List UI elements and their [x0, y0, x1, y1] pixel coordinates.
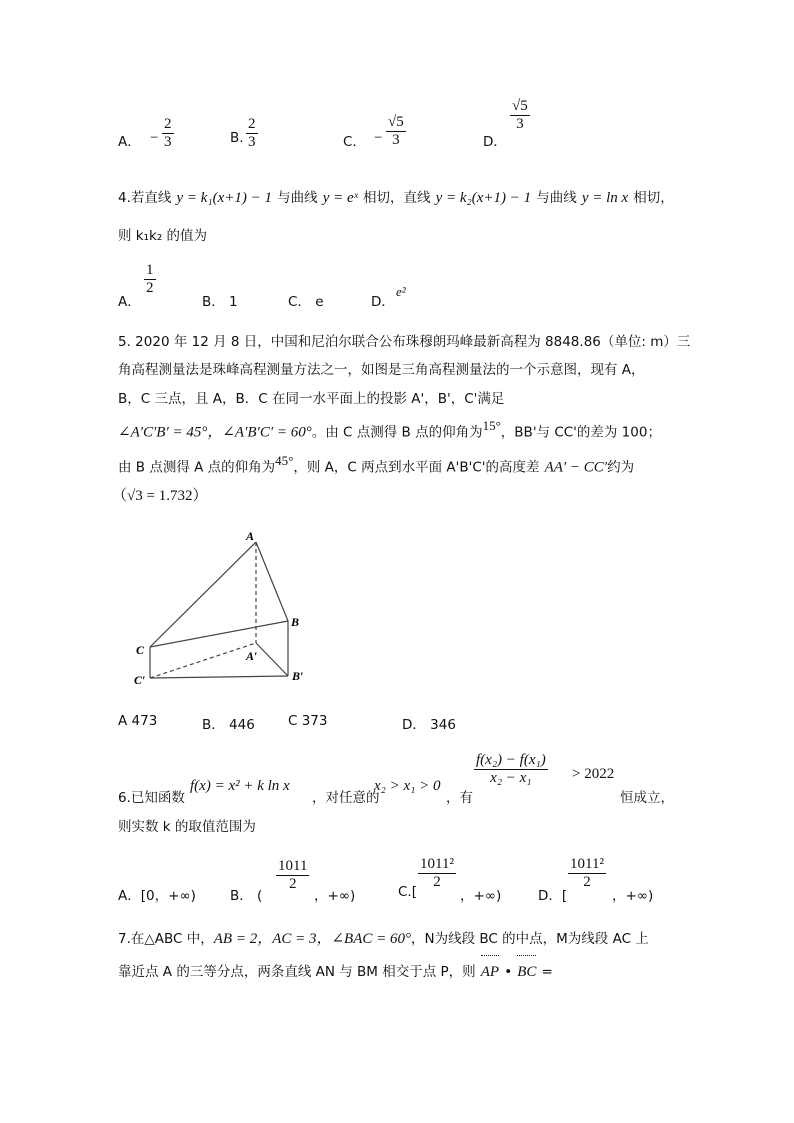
q5-text5: 约为 [607, 459, 635, 476]
q3-option-a-label: A． [118, 134, 141, 150]
q6-suffix: 恒成立， [620, 790, 674, 806]
q5-option-b: B． 446 [202, 717, 255, 733]
q4-curve1: y = eˣ [322, 190, 358, 206]
q3-option-c-fraction: $\frac{√5}{3}$ [388, 114, 404, 148]
q6-option-b-label: B． ( [230, 888, 263, 904]
q3-option-d-fraction: $\frac{√5}{3}$ [512, 98, 528, 132]
q5-deg45: 45° [275, 453, 294, 468]
q4-stem-line1 [118, 186, 674, 207]
q6-option-b-end: ，+∞) [314, 888, 356, 904]
q4-options [118, 262, 518, 308]
q5-line5 [118, 453, 634, 476]
q4-prefix: 4.若直线 [118, 190, 172, 206]
q6-option-d-fraction: $\frac{\text{1011²}}{2}$ [570, 856, 604, 890]
q7-vector-ap [481, 964, 499, 981]
q5-line2: 角高程测量法是珠峰高程测量方法之一，如图是三角高程测量法的一个示意图，现有 A， [118, 362, 645, 378]
q5-angle-condition: ∠A′C′B′ = 45°，∠A′B′C′ = 60° [118, 424, 312, 441]
q5-option-d: D． 346 [402, 717, 456, 733]
q4-mid2: 相切，直线 [362, 190, 431, 206]
vector-arrow-icon [481, 955, 499, 960]
q7-equals: = [541, 964, 553, 980]
q4-mid3: 与曲线 [536, 190, 577, 206]
q4-stem-line2: 则 k₁k₂ 的值为 [118, 228, 208, 244]
q7-vector-bc [517, 964, 536, 981]
q7-rest: ，N为线段 BC 的中点，M为线段 AC 上 [411, 931, 649, 947]
q3-option-c-label: C． [343, 134, 366, 150]
q5-figure [128, 528, 318, 688]
q3-option-c-minus: − [374, 130, 383, 146]
q6-mid: ，对任意的 [312, 790, 380, 806]
q5-line4 [118, 418, 661, 441]
edge-A-B [256, 542, 288, 621]
q7-prefix: 7.在△ABC 中， [118, 931, 214, 947]
q4-line1-equation: y = k₁(x+1) − 1 [176, 190, 273, 206]
edge-C-B [150, 621, 288, 647]
edge-C1-B1 [150, 676, 288, 678]
q5-height-diff: AA′ − CC′ [544, 459, 608, 476]
q6-condition: x₂ > x₁ > 0 [374, 778, 441, 794]
q5-text1: 。由 C 点测得 B 点的仰角为 [311, 424, 483, 441]
q6-mid2: ，有 [446, 790, 473, 806]
q3-options [118, 98, 678, 168]
q7-line2 [118, 960, 553, 981]
q6-option-d-end: ，+∞) [612, 888, 654, 904]
q7-conditions: AB = 2，AC = 3，∠BAC = 60° [213, 931, 412, 947]
q4-option-d-label: D． [371, 294, 395, 310]
q6-option-c-fraction: $\frac{\text{1011²}}{2}$ [420, 856, 454, 890]
edge-A-C [150, 542, 256, 647]
q6-prefix: 6.已知函数 [118, 790, 185, 806]
q5-options [118, 713, 478, 733]
q5-deg15: 15° [482, 418, 501, 433]
q3-option-a-fraction: $\frac{2}{3}$ [164, 116, 172, 150]
label-C1: C′ [134, 673, 146, 687]
q5-text2: ，BB'与 CC'的差为 100； [500, 424, 661, 441]
q6-option-c-end: ，+∞) [460, 888, 502, 904]
label-B1: B′ [292, 669, 304, 683]
q4-line2-equation: y = k₂(x+1) − 1 [435, 190, 532, 206]
q7-line1 [118, 927, 649, 948]
q5-line3: B，C 三点，且 A，B．C 在同一水平面上的投影 A'，B'，C'满足 [118, 391, 505, 407]
q5-line1: 5. 2020 年 12 月 8 日，中国和尼泊尔联合公布珠穆朗玛峰最新高程为 8848.86（单位: m）三 [118, 334, 691, 350]
label-C: C [136, 643, 145, 657]
q7-line2-text: 靠近点 A 的三等分点，两条直线 AN 与 BM 相交于点 P，则 [118, 964, 476, 980]
label-A: A [246, 529, 255, 543]
q6-stem-line2: 则实数 k 的取值范围为 [118, 819, 256, 835]
q4-option-d-value: e² [396, 284, 406, 299]
q5-option-a: A 473 [118, 713, 158, 729]
q7-vector-bc-label: BC [517, 964, 537, 980]
q4-option-a-label: A． [118, 294, 141, 310]
q3-option-b-label: B. [230, 130, 244, 146]
q5-sqrt-hint: （√3 = 1.732） [112, 488, 208, 504]
q5-text3: 由 B 点测得 A 点的仰角为 [118, 459, 276, 476]
q6-options [118, 850, 658, 904]
q4-mid1: 与曲线 [277, 190, 318, 206]
q3-option-a-minus: − [150, 130, 159, 146]
q4-suffix: 相切， [633, 190, 674, 206]
q7-vector-ap-label: AP [480, 964, 500, 980]
label-B: B [291, 615, 300, 629]
q6-gt-2022: > 2022 [572, 766, 615, 782]
q6-option-a: A．[0，+∞) [118, 888, 196, 904]
q6-fraction: $\frac{\text{f(x₂) − f(x₁)}}{\text{x₂ − x₁}}$ [476, 752, 546, 786]
q6-function: f(x) = x² + k ln x [190, 778, 290, 794]
q6-option-c-label: C.[ [398, 884, 417, 900]
q4-option-c: C． e [288, 294, 324, 310]
edge-C1-A1-dashed [150, 643, 256, 678]
q4-option-a-fraction: $\frac{1}{2}$ [146, 262, 154, 296]
vector-arrow-icon [517, 955, 536, 960]
q6-option-d-label: D．[ [538, 888, 568, 904]
q4-option-b: B． 1 [202, 294, 238, 310]
q5-option-c: C 373 [288, 713, 328, 729]
q6-option-b-fraction: $\frac{1011}{2}$ [278, 858, 308, 892]
q7-dot: • [504, 964, 513, 980]
q5-text4: ，则 A，C 两点到水平面 A'B'C'的高度差 [293, 459, 540, 476]
q3-option-b-fraction: $\frac{2}{3}$ [248, 116, 256, 150]
label-A1: A′ [246, 649, 258, 663]
edge-A1-B1 [256, 643, 288, 676]
q3-option-d-label: D． [483, 134, 507, 150]
q4-curve2: y = ln x [581, 190, 629, 206]
